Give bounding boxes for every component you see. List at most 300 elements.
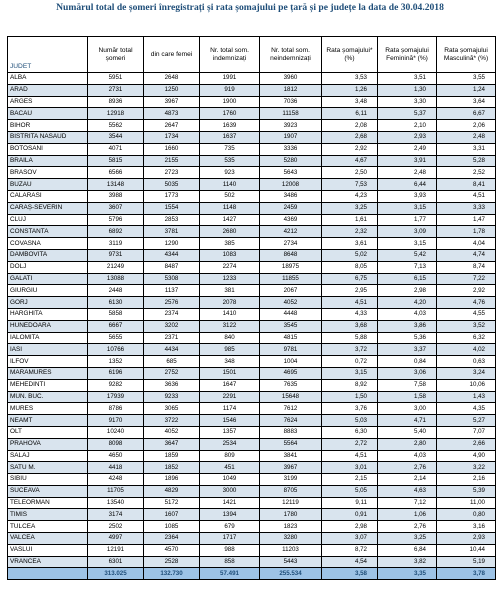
rate-female-cell: 3,25: [378, 533, 437, 545]
rate-female-cell: 3,35: [378, 568, 437, 580]
indemnified-cell: 1357: [200, 426, 260, 438]
rate-cell: 8,05: [322, 261, 378, 273]
table-row: [8, 308, 496, 320]
rate-cell: 4,54: [322, 556, 378, 568]
total-cell: 4071: [88, 143, 144, 155]
rate-cell: 1,50: [322, 391, 378, 403]
women-cell: 5035: [144, 179, 200, 191]
table-row: [8, 238, 496, 250]
table-row: [8, 544, 496, 556]
nonindemnified-cell: 9781: [260, 344, 322, 356]
total-cell: 5655: [88, 332, 144, 344]
indemnified-cell: 1148: [200, 202, 260, 214]
rate-male-cell: 8,41: [437, 179, 496, 191]
rate-cell: 3,25: [322, 202, 378, 214]
rate-female-cell: 0,84: [378, 356, 437, 368]
total-cell: 8098: [88, 438, 144, 450]
women-cell: 685: [144, 356, 200, 368]
indemnified-cell: 1410: [200, 308, 260, 320]
header-indemnified: Nr. total som. indemnizați: [200, 37, 260, 73]
total-cell: 12918: [88, 108, 144, 120]
rate-cell: 1,26: [322, 84, 378, 96]
table-row: [8, 167, 496, 179]
county-cell: BIHOR: [8, 120, 88, 132]
total-cell: 12191: [88, 544, 144, 556]
nonindemnified-cell: 11158: [260, 108, 322, 120]
total-cell: 6196: [88, 367, 144, 379]
rate-cell: 4,51: [322, 450, 378, 462]
rate-female-cell: 5,37: [378, 108, 437, 120]
rate-female-cell: 2,48: [378, 167, 437, 179]
women-cell: 3636: [144, 379, 200, 391]
total-cell: 4650: [88, 450, 144, 462]
nonindemnified-cell: 255.534: [260, 568, 322, 580]
rate-cell: 0,91: [322, 509, 378, 521]
rate-male-cell: 6,67: [437, 108, 496, 120]
county-cell: SATU M.: [8, 462, 88, 474]
rate-male-cell: 2,93: [437, 533, 496, 545]
county-cell: BISTRITA NASAUD: [8, 131, 88, 143]
table-row: [8, 320, 496, 332]
nonindemnified-cell: 8648: [260, 249, 322, 261]
indemnified-cell: 2534: [200, 438, 260, 450]
rate-cell: 2,50: [322, 167, 378, 179]
county-cell: GORJ: [8, 297, 88, 309]
nonindemnified-cell: 1004: [260, 356, 322, 368]
nonindemnified-cell: 4695: [260, 367, 322, 379]
indemnified-cell: 502: [200, 190, 260, 202]
women-cell: 3967: [144, 96, 200, 108]
rate-cell: 5,05: [322, 485, 378, 497]
rate-male-cell: 11,00: [437, 497, 496, 509]
rate-female-cell: 6,44: [378, 179, 437, 191]
county-cell: BRAILA: [8, 155, 88, 167]
nonindemnified-cell: 5564: [260, 438, 322, 450]
table-row: [8, 521, 496, 533]
nonindemnified-cell: 15648: [260, 391, 322, 403]
rate-cell: 3,58: [322, 568, 378, 580]
rate-female-cell: 1,58: [378, 391, 437, 403]
nonindemnified-cell: 3841: [260, 450, 322, 462]
indemnified-cell: 1427: [200, 214, 260, 226]
rate-female-cell: 2,98: [378, 285, 437, 297]
rate-female-cell: 3,15: [378, 238, 437, 250]
women-cell: 4570: [144, 544, 200, 556]
indemnified-cell: 1647: [200, 379, 260, 391]
table-row: [8, 261, 496, 273]
total-cell: 5951: [88, 73, 144, 85]
county-cell: SUCEAVA: [8, 485, 88, 497]
county-cell: TIMIS: [8, 509, 88, 521]
table-row: [8, 462, 496, 474]
total-cell: 10240: [88, 426, 144, 438]
nonindemnified-cell: 5280: [260, 155, 322, 167]
women-cell: 3647: [144, 438, 200, 450]
table-row: [8, 84, 496, 96]
women-cell: 4052: [144, 426, 200, 438]
table-row: [8, 533, 496, 545]
rate-female-cell: 4,20: [378, 297, 437, 309]
rate-male-cell: 2,66: [437, 438, 496, 450]
rate-cell: 3,15: [322, 367, 378, 379]
women-cell: 2853: [144, 214, 200, 226]
nonindemnified-cell: 1907: [260, 131, 322, 143]
nonindemnified-cell: 3280: [260, 533, 322, 545]
total-cell: 3607: [88, 202, 144, 214]
rate-cell: 6,11: [322, 108, 378, 120]
indemnified-cell: 1140: [200, 179, 260, 191]
nonindemnified-cell: 7036: [260, 96, 322, 108]
nonindemnified-cell: 2067: [260, 285, 322, 297]
table-row: [8, 356, 496, 368]
rate-female-cell: 2,14: [378, 474, 437, 486]
rate-female-cell: 3,37: [378, 344, 437, 356]
total-cell: 5858: [88, 308, 144, 320]
nonindemnified-cell: 8883: [260, 426, 322, 438]
indemnified-cell: 2680: [200, 226, 260, 238]
rate-cell: 2,15: [322, 474, 378, 486]
table-row: [8, 509, 496, 521]
header-women: din care femei: [144, 37, 200, 73]
indemnified-cell: 3000: [200, 485, 260, 497]
county-cell: HUNEDOARA: [8, 320, 88, 332]
total-cell: 13088: [88, 273, 144, 285]
table-row: [8, 426, 496, 438]
rate-male-cell: 4,55: [437, 308, 496, 320]
table-row: [8, 179, 496, 191]
nonindemnified-cell: 1812: [260, 84, 322, 96]
nonindemnified-cell: 3923: [260, 120, 322, 132]
total-cell: 6667: [88, 320, 144, 332]
rate-cell: 6,75: [322, 273, 378, 285]
table-row: [8, 214, 496, 226]
header-rate-male: Rata șomajului Masculină* (%): [437, 37, 496, 73]
women-cell: 2528: [144, 556, 200, 568]
rate-cell: 3,53: [322, 73, 378, 85]
county-cell: GIURGIU: [8, 285, 88, 297]
women-cell: 3781: [144, 226, 200, 238]
rate-male-cell: 2,16: [437, 474, 496, 486]
rate-cell: 2,72: [322, 438, 378, 450]
table-row: [8, 403, 496, 415]
table-row: [8, 497, 496, 509]
rate-female-cell: 3,93: [378, 190, 437, 202]
women-cell: 1290: [144, 238, 200, 250]
indemnified-cell: 1049: [200, 474, 260, 486]
rate-female-cell: 3,51: [378, 73, 437, 85]
rate-female-cell: 7,13: [378, 261, 437, 273]
nonindemnified-cell: 11203: [260, 544, 322, 556]
indemnified-cell: 1639: [200, 120, 260, 132]
indemnified-cell: 1174: [200, 403, 260, 415]
rate-male-cell: 1,24: [437, 84, 496, 96]
women-cell: 5172: [144, 497, 200, 509]
nonindemnified-cell: 5443: [260, 556, 322, 568]
indemnified-cell: 57.491: [200, 568, 260, 580]
women-cell: 1734: [144, 131, 200, 143]
county-cell: DAMBOVITA: [8, 249, 88, 261]
total-cell: 10766: [88, 344, 144, 356]
county-cell: MURES: [8, 403, 88, 415]
total-cell: 4997: [88, 533, 144, 545]
rate-male-cell: 4,74: [437, 249, 496, 261]
total-cell: 3174: [88, 509, 144, 521]
rate-female-cell: 4,03: [378, 450, 437, 462]
nonindemnified-cell: 12008: [260, 179, 322, 191]
women-cell: 1250: [144, 84, 200, 96]
county-cell: CARAȘ-SEVERIN: [8, 202, 88, 214]
rate-male-cell: 4,02: [437, 344, 496, 356]
header-rate: Rata șomajului* (%): [322, 37, 378, 73]
county-cell: BUZAU: [8, 179, 88, 191]
total-cell: 13148: [88, 179, 144, 191]
county-cell: CLUJ: [8, 214, 88, 226]
total-cell: 3119: [88, 238, 144, 250]
rate-male-cell: 3,33: [437, 202, 496, 214]
nonindemnified-cell: 3545: [260, 320, 322, 332]
county-cell: [8, 568, 88, 580]
total-cell: 5562: [88, 120, 144, 132]
table-row: [8, 190, 496, 202]
rate-female-cell: 3,82: [378, 556, 437, 568]
women-cell: 2576: [144, 297, 200, 309]
women-cell: 1660: [144, 143, 200, 155]
table-row: [8, 143, 496, 155]
total-cell: 1352: [88, 356, 144, 368]
rate-cell: 4,23: [322, 190, 378, 202]
rate-male-cell: 4,51: [437, 190, 496, 202]
county-cell: IALOMITA: [8, 332, 88, 344]
rate-cell: 3,48: [322, 96, 378, 108]
rate-male-cell: 0,80: [437, 509, 496, 521]
table-row: [8, 202, 496, 214]
total-cell: 4248: [88, 474, 144, 486]
indemnified-cell: 3122: [200, 320, 260, 332]
total-cell: 9731: [88, 249, 144, 261]
total-cell: 3544: [88, 131, 144, 143]
county-cell: MUN. BUC.: [8, 391, 88, 403]
women-cell: 5308: [144, 273, 200, 285]
women-cell: 2647: [144, 120, 200, 132]
county-cell: MEHEDINTI: [8, 379, 88, 391]
table-row: [8, 285, 496, 297]
indemnified-cell: 1421: [200, 497, 260, 509]
rate-female-cell: 6,84: [378, 544, 437, 556]
total-cell: 4418: [88, 462, 144, 474]
rate-male-cell: 5,28: [437, 155, 496, 167]
rate-male-cell: 7,07: [437, 426, 496, 438]
indemnified-cell: 809: [200, 450, 260, 462]
rate-male-cell: 3,78: [437, 568, 496, 580]
table-row: [8, 96, 496, 108]
nonindemnified-cell: 4369: [260, 214, 322, 226]
nonindemnified-cell: 7635: [260, 379, 322, 391]
rate-male-cell: 2,92: [437, 285, 496, 297]
total-cell: 2448: [88, 285, 144, 297]
total-cell: 6566: [88, 167, 144, 179]
rate-female-cell: 7,58: [378, 379, 437, 391]
header-nonindemnified: Nr. total som. neindemnizați: [260, 37, 322, 73]
rate-cell: 3,76: [322, 403, 378, 415]
indemnified-cell: 1083: [200, 249, 260, 261]
rate-cell: 3,01: [322, 462, 378, 474]
total-cell: 8936: [88, 96, 144, 108]
rate-male-cell: 10,44: [437, 544, 496, 556]
table-row: [8, 273, 496, 285]
rate-female-cell: 5,42: [378, 249, 437, 261]
rate-male-cell: 3,64: [437, 96, 496, 108]
women-cell: 4829: [144, 485, 200, 497]
total-cell: 5815: [88, 155, 144, 167]
rate-cell: 9,11: [322, 497, 378, 509]
rate-cell: 2,95: [322, 285, 378, 297]
county-cell: NEAMT: [8, 415, 88, 427]
women-cell: 2374: [144, 308, 200, 320]
county-cell: VALCEA: [8, 533, 88, 545]
total-cell: 2502: [88, 521, 144, 533]
rate-male-cell: 1,78: [437, 226, 496, 238]
indemnified-cell: 840: [200, 332, 260, 344]
rate-female-cell: 3,91: [378, 155, 437, 167]
total-cell: 313.025: [88, 568, 144, 580]
women-cell: 1859: [144, 450, 200, 462]
table-row: [8, 73, 496, 85]
indemnified-cell: 535: [200, 155, 260, 167]
nonindemnified-cell: 3199: [260, 474, 322, 486]
rate-male-cell: 4,76: [437, 297, 496, 309]
total-cell: 13540: [88, 497, 144, 509]
table-row: [8, 367, 496, 379]
rate-cell: 5,88: [322, 332, 378, 344]
indemnified-cell: 923: [200, 167, 260, 179]
rate-cell: 2,68: [322, 131, 378, 143]
table-row: [8, 391, 496, 403]
rate-cell: 5,03: [322, 415, 378, 427]
rate-male-cell: 4,35: [437, 403, 496, 415]
county-cell: ALBA: [8, 73, 88, 85]
nonindemnified-cell: 4212: [260, 226, 322, 238]
women-cell: 2155: [144, 155, 200, 167]
table-row: [8, 332, 496, 344]
rate-female-cell: 2,10: [378, 120, 437, 132]
women-cell: 1773: [144, 190, 200, 202]
nonindemnified-cell: 1780: [260, 509, 322, 521]
rate-female-cell: 3,06: [378, 367, 437, 379]
header-total: Număr total șomeri: [88, 37, 144, 73]
women-cell: 2364: [144, 533, 200, 545]
women-cell: 1137: [144, 285, 200, 297]
county-cell: SIBIU: [8, 474, 88, 486]
rate-female-cell: 4,71: [378, 415, 437, 427]
county-cell: TELEORMAN: [8, 497, 88, 509]
rate-male-cell: 3,22: [437, 462, 496, 474]
nonindemnified-cell: 4815: [260, 332, 322, 344]
rate-female-cell: 2,80: [378, 438, 437, 450]
rate-cell: 6,30: [322, 426, 378, 438]
rate-male-cell: 10,06: [437, 379, 496, 391]
rate-male-cell: 8,74: [437, 261, 496, 273]
nonindemnified-cell: 4448: [260, 308, 322, 320]
indemnified-cell: 1991: [200, 73, 260, 85]
total-cell: 9170: [88, 415, 144, 427]
table-row: [8, 474, 496, 486]
rate-cell: 4,67: [322, 155, 378, 167]
women-cell: 2752: [144, 367, 200, 379]
rate-female-cell: 4,63: [378, 485, 437, 497]
rate-female-cell: 4,03: [378, 308, 437, 320]
women-cell: 132.730: [144, 568, 200, 580]
indemnified-cell: 1501: [200, 367, 260, 379]
women-cell: 1896: [144, 474, 200, 486]
nonindemnified-cell: 2734: [260, 238, 322, 250]
rate-cell: 2,98: [322, 521, 378, 533]
rate-male-cell: 5,19: [437, 556, 496, 568]
indemnified-cell: 919: [200, 84, 260, 96]
county-cell: PRAHOVA: [8, 438, 88, 450]
nonindemnified-cell: 1823: [260, 521, 322, 533]
women-cell: 4344: [144, 249, 200, 261]
header-rate-female: Rata șomajului Feminină* (%): [378, 37, 437, 73]
table-body: [8, 73, 496, 580]
women-cell: 2371: [144, 332, 200, 344]
rate-female-cell: 5,36: [378, 332, 437, 344]
rate-female-cell: 3,09: [378, 226, 437, 238]
rate-cell: 3,68: [322, 320, 378, 332]
table-row: [8, 438, 496, 450]
indemnified-cell: 451: [200, 462, 260, 474]
rate-cell: 2,92: [322, 143, 378, 155]
page-title: Numărul total de șomeri înregistrați și rata șomajului pe țară și pe județe la data de 30.04.2018: [56, 2, 444, 13]
women-cell: 1554: [144, 202, 200, 214]
rate-female-cell: 5,40: [378, 426, 437, 438]
rate-male-cell: 5,27: [437, 415, 496, 427]
county-cell: CONSTANTA: [8, 226, 88, 238]
rate-male-cell: 5,39: [437, 485, 496, 497]
rate-cell: 7,53: [322, 179, 378, 191]
county-cell: VRANCEA: [8, 556, 88, 568]
rate-cell: 5,02: [322, 249, 378, 261]
county-cell: VASLUI: [8, 544, 88, 556]
rate-cell: 3,72: [322, 344, 378, 356]
rate-cell: 8,72: [322, 544, 378, 556]
rate-female-cell: 3,30: [378, 96, 437, 108]
total-cell: 21249: [88, 261, 144, 273]
table-row: [8, 297, 496, 309]
women-cell: 4434: [144, 344, 200, 356]
women-cell: 1085: [144, 521, 200, 533]
total-cell: 8786: [88, 403, 144, 415]
table-row: [8, 226, 496, 238]
nonindemnified-cell: 4052: [260, 297, 322, 309]
rate-male-cell: 7,22: [437, 273, 496, 285]
indemnified-cell: 735: [200, 143, 260, 155]
table-row: [8, 450, 496, 462]
rate-cell: 8,92: [322, 379, 378, 391]
rate-female-cell: 1,30: [378, 84, 437, 96]
rate-female-cell: 6,15: [378, 273, 437, 285]
header-county: JUDET: [8, 37, 88, 73]
indemnified-cell: 679: [200, 521, 260, 533]
women-cell: 3202: [144, 320, 200, 332]
rate-male-cell: 3,55: [437, 73, 496, 85]
indemnified-cell: 348: [200, 356, 260, 368]
rate-female-cell: 2,93: [378, 131, 437, 143]
rate-female-cell: 3,00: [378, 403, 437, 415]
rate-female-cell: 3,15: [378, 202, 437, 214]
county-cell: GALATI: [8, 273, 88, 285]
nonindemnified-cell: 7624: [260, 415, 322, 427]
table-row: [8, 249, 496, 261]
